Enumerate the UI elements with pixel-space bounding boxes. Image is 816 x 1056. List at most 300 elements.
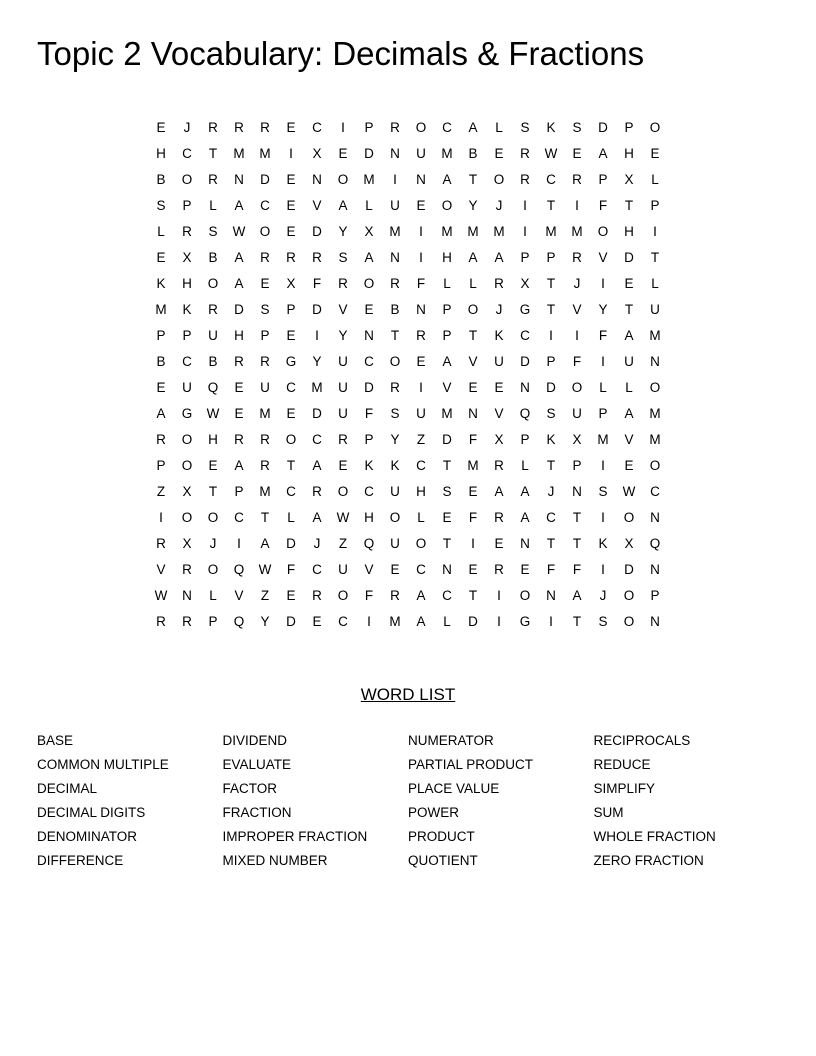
grid-letter[interactable]: L xyxy=(443,614,451,629)
grid-letter[interactable]: Y xyxy=(338,328,348,343)
grid-letter[interactable]: B xyxy=(156,172,166,187)
grid-letter[interactable]: O xyxy=(337,172,349,187)
grid-letter[interactable]: V xyxy=(624,432,634,447)
grid-letter[interactable]: O xyxy=(649,458,661,473)
grid-letter[interactable]: N xyxy=(520,536,530,551)
grid-letter[interactable]: E xyxy=(208,458,218,473)
grid-letter[interactable]: Q xyxy=(363,536,375,551)
grid-letter[interactable]: O xyxy=(649,380,661,395)
grid-letter[interactable]: T xyxy=(572,614,582,629)
grid-letter[interactable]: Q xyxy=(207,380,219,395)
grid-letter[interactable]: U xyxy=(390,198,400,213)
grid-letter[interactable]: E xyxy=(468,484,478,499)
grid-letter[interactable]: V xyxy=(494,406,504,421)
grid-letter[interactable]: J xyxy=(183,120,191,135)
grid-letter[interactable]: N xyxy=(390,146,400,161)
grid-letter[interactable]: U xyxy=(624,354,634,369)
grid-letter[interactable]: I xyxy=(601,458,605,473)
grid-letter[interactable]: Q xyxy=(519,406,531,421)
grid-letter[interactable]: R xyxy=(208,120,218,135)
grid-letter[interactable]: U xyxy=(260,380,270,395)
grid-letter[interactable]: J xyxy=(209,536,217,551)
grid-letter[interactable]: V xyxy=(234,588,244,603)
grid-letter[interactable]: R xyxy=(260,250,270,265)
grid-letter[interactable]: G xyxy=(181,406,193,421)
grid-letter[interactable]: U xyxy=(416,146,426,161)
grid-letter[interactable]: X xyxy=(312,146,322,161)
grid-letter[interactable]: X xyxy=(624,536,634,551)
grid-letter[interactable]: N xyxy=(182,588,192,603)
grid-letter[interactable]: A xyxy=(520,484,530,499)
grid-letter[interactable]: P xyxy=(624,120,634,135)
grid-letter[interactable]: C xyxy=(234,510,244,525)
grid-letter[interactable]: P xyxy=(572,458,582,473)
grid-letter[interactable]: O xyxy=(623,588,635,603)
grid-letter[interactable]: S xyxy=(260,302,270,317)
grid-letter[interactable]: V xyxy=(468,354,478,369)
grid-letter[interactable]: E xyxy=(624,458,634,473)
grid-letter[interactable]: T xyxy=(624,198,634,213)
grid-letter[interactable]: K xyxy=(598,536,608,551)
grid-letter[interactable]: X xyxy=(364,224,374,239)
grid-letter[interactable]: L xyxy=(287,510,295,525)
grid-letter[interactable]: E xyxy=(260,276,270,291)
grid-letter[interactable]: Z xyxy=(416,432,426,447)
grid-letter[interactable]: A xyxy=(338,198,348,213)
grid-letter[interactable]: D xyxy=(260,172,270,187)
grid-letter[interactable]: U xyxy=(390,484,400,499)
grid-letter[interactable]: L xyxy=(365,198,373,213)
grid-letter[interactable]: T xyxy=(650,250,660,265)
grid-letter[interactable]: A xyxy=(234,458,244,473)
grid-letter[interactable]: F xyxy=(312,276,322,291)
grid-letter[interactable]: I xyxy=(523,198,527,213)
grid-letter[interactable]: E xyxy=(442,510,452,525)
grid-letter[interactable]: M xyxy=(597,432,609,447)
grid-letter[interactable]: M xyxy=(467,458,479,473)
grid-letter[interactable]: A xyxy=(494,250,504,265)
grid-letter[interactable]: M xyxy=(155,302,167,317)
grid-letter[interactable]: W xyxy=(206,406,220,421)
grid-letter[interactable]: D xyxy=(546,380,556,395)
grid-letter[interactable]: S xyxy=(208,224,218,239)
grid-letter[interactable]: X xyxy=(286,276,296,291)
grid-letter[interactable]: R xyxy=(234,354,244,369)
grid-letter[interactable]: E xyxy=(390,562,400,577)
grid-letter[interactable]: M xyxy=(649,406,661,421)
grid-letter[interactable]: D xyxy=(286,536,296,551)
grid-letter[interactable]: R xyxy=(260,458,270,473)
grid-letter[interactable]: W xyxy=(154,588,168,603)
grid-letter[interactable]: J xyxy=(547,484,555,499)
grid-letter[interactable]: P xyxy=(650,198,660,213)
grid-letter[interactable]: E xyxy=(338,458,348,473)
grid-letter[interactable]: U xyxy=(338,562,348,577)
grid-letter[interactable]: I xyxy=(523,224,527,239)
grid-letter[interactable]: C xyxy=(520,328,530,343)
grid-letter[interactable]: R xyxy=(416,328,426,343)
grid-letter[interactable]: W xyxy=(258,562,272,577)
grid-letter[interactable]: F xyxy=(572,354,582,369)
grid-letter[interactable]: O xyxy=(259,224,271,239)
grid-letter[interactable]: E xyxy=(286,406,296,421)
grid-letter[interactable]: Y xyxy=(598,302,608,317)
grid-letter[interactable]: E xyxy=(234,406,244,421)
grid-letter[interactable]: R xyxy=(338,276,348,291)
grid-letter[interactable]: E xyxy=(494,380,504,395)
grid-letter[interactable]: D xyxy=(364,146,374,161)
grid-letter[interactable]: O xyxy=(571,380,583,395)
grid-letter[interactable]: F xyxy=(546,562,556,577)
grid-letter[interactable]: R xyxy=(520,172,530,187)
grid-letter[interactable]: R xyxy=(156,614,166,629)
grid-letter[interactable]: T xyxy=(442,458,452,473)
grid-letter[interactable]: V xyxy=(312,198,322,213)
grid-letter[interactable]: C xyxy=(546,510,556,525)
grid-letter[interactable]: E xyxy=(364,302,374,317)
grid-letter[interactable]: U xyxy=(390,536,400,551)
grid-letter[interactable]: U xyxy=(182,380,192,395)
grid-letter[interactable]: B xyxy=(468,146,478,161)
grid-letter[interactable]: D xyxy=(312,406,322,421)
grid-letter[interactable]: E xyxy=(520,562,530,577)
grid-letter[interactable]: R xyxy=(390,276,400,291)
grid-letter[interactable]: A xyxy=(442,354,452,369)
grid-letter[interactable]: M xyxy=(441,406,453,421)
grid-letter[interactable]: R xyxy=(156,432,166,447)
grid-letter[interactable]: O xyxy=(181,458,193,473)
grid-letter[interactable]: U xyxy=(572,406,582,421)
grid-letter[interactable]: Q xyxy=(649,536,661,551)
grid-letter[interactable]: H xyxy=(416,484,426,499)
grid-letter[interactable]: T xyxy=(624,302,634,317)
grid-letter[interactable]: R xyxy=(338,432,348,447)
grid-letter[interactable]: S xyxy=(546,406,556,421)
grid-letter[interactable]: F xyxy=(598,328,608,343)
grid-letter[interactable]: W xyxy=(544,146,558,161)
grid-letter[interactable]: R xyxy=(390,588,400,603)
grid-letter[interactable]: O xyxy=(389,354,401,369)
grid-letter[interactable]: C xyxy=(416,458,426,473)
grid-letter[interactable]: A xyxy=(624,328,634,343)
grid-letter[interactable]: P xyxy=(546,354,556,369)
grid-letter[interactable]: R xyxy=(208,172,218,187)
grid-letter[interactable]: T xyxy=(208,484,218,499)
grid-letter[interactable]: L xyxy=(495,120,503,135)
grid-letter[interactable]: A xyxy=(312,458,322,473)
grid-letter[interactable]: D xyxy=(286,614,296,629)
grid-letter[interactable]: L xyxy=(521,458,529,473)
grid-letter[interactable]: Y xyxy=(312,354,322,369)
grid-letter[interactable]: C xyxy=(416,562,426,577)
grid-letter[interactable]: I xyxy=(341,120,345,135)
grid-letter[interactable]: S xyxy=(338,250,348,265)
grid-letter[interactable]: V xyxy=(156,562,166,577)
grid-letter[interactable]: E xyxy=(286,198,296,213)
grid-letter[interactable]: R xyxy=(312,250,322,265)
grid-letter[interactable]: A xyxy=(234,276,244,291)
grid-letter[interactable]: E xyxy=(286,588,296,603)
grid-letter[interactable]: E xyxy=(572,146,582,161)
grid-letter[interactable]: T xyxy=(546,302,556,317)
grid-letter[interactable]: H xyxy=(364,510,374,525)
grid-letter[interactable]: O xyxy=(181,510,193,525)
grid-letter[interactable]: A xyxy=(520,510,530,525)
grid-letter[interactable]: O xyxy=(415,120,427,135)
grid-letter[interactable]: R xyxy=(494,510,504,525)
grid-letter[interactable]: E xyxy=(156,120,166,135)
grid-letter[interactable]: R xyxy=(494,562,504,577)
grid-letter[interactable]: O xyxy=(207,510,219,525)
grid-letter[interactable]: O xyxy=(181,172,193,187)
grid-letter[interactable]: K xyxy=(182,302,192,317)
grid-letter[interactable]: H xyxy=(182,276,192,291)
grid-letter[interactable]: R xyxy=(312,588,322,603)
grid-letter[interactable]: F xyxy=(572,562,582,577)
grid-letter[interactable]: M xyxy=(259,406,271,421)
grid-letter[interactable]: E xyxy=(286,224,296,239)
grid-letter[interactable]: R xyxy=(182,224,192,239)
grid-letter[interactable]: X xyxy=(182,250,192,265)
grid-letter[interactable]: O xyxy=(337,588,349,603)
grid-letter[interactable]: O xyxy=(649,120,661,135)
grid-letter[interactable]: E xyxy=(338,146,348,161)
grid-letter[interactable]: D xyxy=(598,120,608,135)
grid-letter[interactable]: T xyxy=(468,588,478,603)
grid-letter[interactable]: E xyxy=(286,120,296,135)
grid-letter[interactable]: I xyxy=(419,224,423,239)
grid-letter[interactable]: O xyxy=(623,510,635,525)
grid-letter[interactable]: P xyxy=(286,302,296,317)
grid-letter[interactable]: M xyxy=(389,614,401,629)
grid-letter[interactable]: M xyxy=(545,224,557,239)
grid-letter[interactable]: X xyxy=(520,276,530,291)
grid-letter[interactable]: E xyxy=(468,380,478,395)
grid-letter[interactable]: T xyxy=(546,458,556,473)
grid-letter[interactable]: R xyxy=(312,484,322,499)
grid-letter[interactable]: M xyxy=(311,380,323,395)
grid-letter[interactable]: A xyxy=(468,250,478,265)
grid-letter[interactable]: U xyxy=(208,328,218,343)
grid-letter[interactable]: N xyxy=(416,302,426,317)
grid-letter[interactable]: N xyxy=(546,588,556,603)
grid-letter[interactable]: O xyxy=(337,484,349,499)
grid-letter[interactable]: K xyxy=(364,458,374,473)
grid-letter[interactable]: T xyxy=(546,536,556,551)
grid-letter[interactable]: F xyxy=(286,562,296,577)
grid-letter[interactable]: F xyxy=(468,510,478,525)
grid-letter[interactable]: Q xyxy=(233,614,245,629)
grid-letter[interactable]: P xyxy=(156,458,166,473)
grid-letter[interactable]: N xyxy=(364,328,374,343)
grid-letter[interactable]: E xyxy=(624,276,634,291)
grid-letter[interactable]: V xyxy=(442,380,452,395)
grid-letter[interactable]: H xyxy=(624,146,634,161)
grid-letter[interactable]: E xyxy=(156,250,166,265)
grid-letter[interactable]: E xyxy=(416,354,426,369)
grid-letter[interactable]: F xyxy=(598,198,608,213)
grid-letter[interactable]: N xyxy=(416,172,426,187)
grid-letter[interactable]: I xyxy=(393,172,397,187)
grid-letter[interactable]: H xyxy=(442,250,452,265)
grid-letter[interactable]: S xyxy=(520,120,530,135)
grid-letter[interactable]: N xyxy=(468,406,478,421)
grid-letter[interactable]: B xyxy=(156,354,166,369)
grid-letter[interactable]: I xyxy=(549,328,553,343)
grid-letter[interactable]: M xyxy=(493,224,505,239)
grid-letter[interactable]: K xyxy=(390,458,400,473)
grid-letter[interactable]: O xyxy=(285,432,297,447)
grid-letter[interactable]: P xyxy=(442,328,452,343)
grid-letter[interactable]: D xyxy=(312,224,322,239)
grid-letter[interactable]: A xyxy=(234,198,244,213)
grid-letter[interactable]: A xyxy=(234,250,244,265)
grid-letter[interactable]: N xyxy=(520,380,530,395)
grid-letter[interactable]: Z xyxy=(156,484,166,499)
grid-letter[interactable]: A xyxy=(416,614,426,629)
grid-letter[interactable]: X xyxy=(624,172,634,187)
grid-letter[interactable]: W xyxy=(622,484,636,499)
grid-letter[interactable]: P xyxy=(182,198,192,213)
grid-letter[interactable]: L xyxy=(209,588,217,603)
grid-letter[interactable]: T xyxy=(468,172,478,187)
grid-letter[interactable]: O xyxy=(389,510,401,525)
grid-letter[interactable]: D xyxy=(442,432,452,447)
grid-letter[interactable]: M xyxy=(441,146,453,161)
grid-letter[interactable]: C xyxy=(286,484,296,499)
grid-letter[interactable]: P xyxy=(364,120,374,135)
grid-letter[interactable]: C xyxy=(182,146,192,161)
grid-letter[interactable]: G xyxy=(519,302,531,317)
grid-letter[interactable]: D xyxy=(234,302,244,317)
grid-letter[interactable]: U xyxy=(338,380,348,395)
grid-letter[interactable]: A xyxy=(312,510,322,525)
grid-letter[interactable]: U xyxy=(338,354,348,369)
grid-letter[interactable]: E xyxy=(156,380,166,395)
grid-letter[interactable]: Z xyxy=(260,588,270,603)
grid-letter[interactable]: J xyxy=(495,302,503,317)
grid-letter[interactable]: T xyxy=(468,328,478,343)
grid-letter[interactable]: I xyxy=(497,588,501,603)
grid-letter[interactable]: R xyxy=(156,536,166,551)
grid-letter[interactable]: C xyxy=(312,562,322,577)
grid-letter[interactable]: A xyxy=(624,406,634,421)
grid-letter[interactable]: D xyxy=(624,562,634,577)
grid-letter[interactable]: Y xyxy=(260,614,270,629)
grid-letter[interactable]: O xyxy=(181,432,193,447)
grid-letter[interactable]: M xyxy=(389,224,401,239)
grid-letter[interactable]: G xyxy=(519,614,531,629)
grid-letter[interactable]: P xyxy=(442,302,452,317)
grid-letter[interactable]: S xyxy=(598,614,608,629)
grid-letter[interactable]: R xyxy=(182,614,192,629)
grid-letter[interactable]: R xyxy=(208,302,218,317)
grid-letter[interactable]: J xyxy=(573,276,581,291)
grid-letter[interactable]: E xyxy=(494,146,504,161)
grid-letter[interactable]: P xyxy=(546,250,556,265)
grid-letter[interactable]: I xyxy=(601,354,605,369)
grid-letter[interactable]: U xyxy=(650,302,660,317)
grid-letter[interactable]: N xyxy=(572,484,582,499)
grid-letter[interactable]: D xyxy=(520,354,530,369)
grid-letter[interactable]: N xyxy=(312,172,322,187)
grid-letter[interactable]: L xyxy=(417,510,425,525)
grid-letter[interactable]: F xyxy=(364,406,374,421)
grid-letter[interactable]: V xyxy=(598,250,608,265)
grid-letter[interactable]: I xyxy=(549,614,553,629)
grid-letter[interactable]: M xyxy=(649,328,661,343)
grid-letter[interactable]: E xyxy=(234,380,244,395)
grid-letter[interactable]: N xyxy=(650,510,660,525)
grid-letter[interactable]: S xyxy=(598,484,608,499)
grid-letter[interactable]: Y xyxy=(468,198,478,213)
grid-letter[interactable]: H xyxy=(156,146,166,161)
grid-letter[interactable]: N xyxy=(442,562,452,577)
grid-letter[interactable]: R xyxy=(572,172,582,187)
grid-letter[interactable]: E xyxy=(468,562,478,577)
grid-letter[interactable]: P xyxy=(520,250,530,265)
grid-letter[interactable]: T xyxy=(390,328,400,343)
grid-letter[interactable]: P xyxy=(234,484,244,499)
grid-letter[interactable]: V xyxy=(572,302,582,317)
grid-letter[interactable]: L xyxy=(157,224,165,239)
grid-letter[interactable]: S xyxy=(442,484,452,499)
grid-letter[interactable]: O xyxy=(467,302,479,317)
grid-letter[interactable]: K xyxy=(546,432,556,447)
grid-letter[interactable]: A xyxy=(442,172,452,187)
grid-letter[interactable]: C xyxy=(312,120,322,135)
grid-letter[interactable]: I xyxy=(601,510,605,525)
grid-letter[interactable]: A xyxy=(494,484,504,499)
grid-letter[interactable]: R xyxy=(260,432,270,447)
grid-letter[interactable]: D xyxy=(468,614,478,629)
grid-letter[interactable]: M xyxy=(571,224,583,239)
grid-letter[interactable]: N xyxy=(390,250,400,265)
grid-letter[interactable]: X xyxy=(182,484,192,499)
grid-letter[interactable]: E xyxy=(416,198,426,213)
grid-letter[interactable]: L xyxy=(599,380,607,395)
grid-letter[interactable]: M xyxy=(363,172,375,187)
grid-letter[interactable]: A xyxy=(572,588,582,603)
grid-letter[interactable]: I xyxy=(575,328,579,343)
grid-letter[interactable]: M xyxy=(649,432,661,447)
grid-letter[interactable]: A xyxy=(156,406,166,421)
grid-letter[interactable]: I xyxy=(575,198,579,213)
grid-letter[interactable]: I xyxy=(289,146,293,161)
grid-letter[interactable]: P xyxy=(182,328,192,343)
grid-letter[interactable]: U xyxy=(338,406,348,421)
grid-letter[interactable]: I xyxy=(601,562,605,577)
grid-letter[interactable]: I xyxy=(419,250,423,265)
grid-letter[interactable]: O xyxy=(363,276,375,291)
grid-letter[interactable]: S xyxy=(390,406,400,421)
grid-letter[interactable]: L xyxy=(651,276,659,291)
grid-letter[interactable]: T xyxy=(260,510,270,525)
grid-letter[interactable]: V xyxy=(364,562,374,577)
grid-letter[interactable]: H xyxy=(208,432,218,447)
grid-letter[interactable]: C xyxy=(260,198,270,213)
grid-letter[interactable]: I xyxy=(653,224,657,239)
grid-letter[interactable]: W xyxy=(336,510,350,525)
grid-letter[interactable]: R xyxy=(234,120,244,135)
grid-letter[interactable]: N xyxy=(650,354,660,369)
grid-letter[interactable]: T xyxy=(546,198,556,213)
grid-letter[interactable]: N xyxy=(234,172,244,187)
grid-letter[interactable]: F xyxy=(364,588,374,603)
grid-letter[interactable]: A xyxy=(260,536,270,551)
grid-letter[interactable]: J xyxy=(495,198,503,213)
grid-letter[interactable]: L xyxy=(625,380,633,395)
